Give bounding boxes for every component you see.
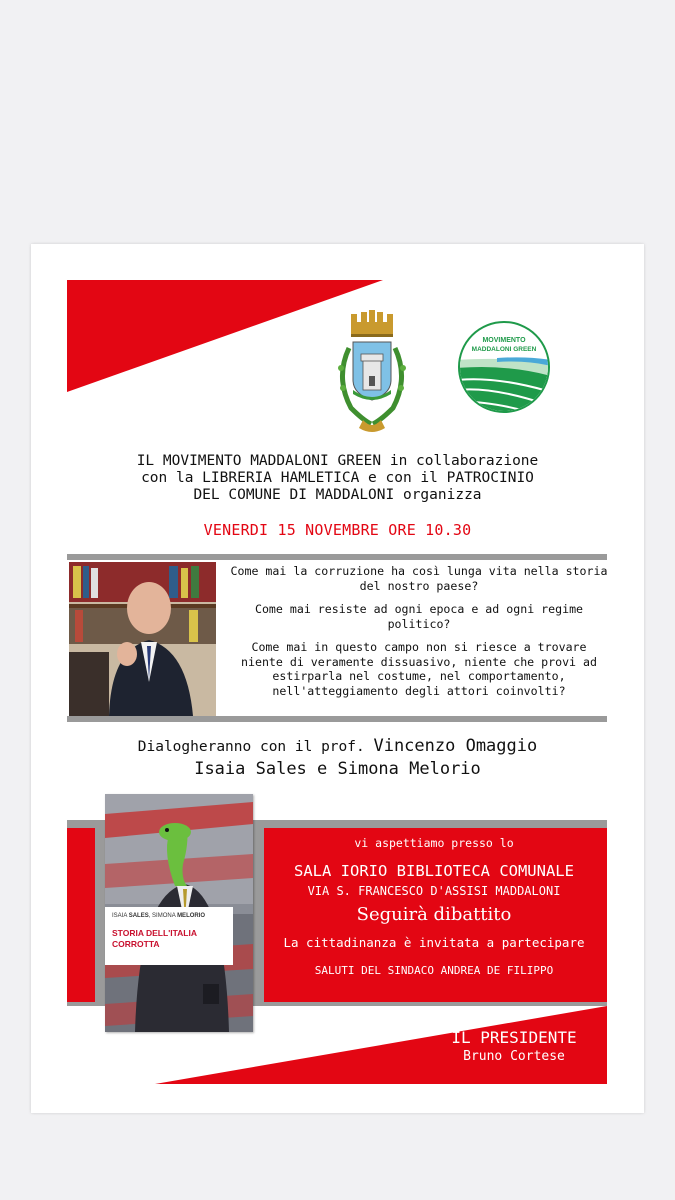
band-grey-left [95,828,105,1002]
book-title-plate [105,907,233,965]
president-name: Bruno Cortese [463,1049,565,1064]
venue-place: SALA IORIO BIBLIOTECA COMUNALE [294,862,574,880]
event-date: VENERDI 15 NOVEMBRE ORE 10.30 [203,521,472,539]
coat-of-arms-icon [329,308,415,434]
book-author2-last: MELORIO [177,913,206,919]
debate-text: Seguirà dibattito [356,904,512,925]
book-title-line1: STORIA DELL'ITALIA [112,928,197,938]
question-3: Come mai in questo campo non si riesce a trovare niente di veramente dissuasivo, niente che provi ad estirparla nel costume, nel comportamento, nell'atteggiamento degli attori coinvolti? [241,640,597,698]
president-block [421,1028,607,1064]
grey-bar-bottom [67,716,607,722]
grey-bar-top [67,554,607,560]
band-red-left [67,828,95,1002]
book-author1-first: ISAIA [112,913,128,919]
book-title [112,928,233,950]
speakers-line-1 [71,735,604,758]
book-author2-first: SIMONA [152,913,176,919]
question-2: Come mai resiste ad ogni epoca e ad ogni regime politico? [254,602,584,631]
question-1: Come mai la corruzione ha così lunga vita nella storia del nostro paese? [230,564,608,593]
venue-address: VIA S. FRANCESCO D'ASSISI MADDALONI [307,884,561,898]
event-poster [31,244,644,1113]
venue-info [264,830,604,977]
questions-block [229,564,609,707]
speaker-photo [69,562,216,716]
logo-line2: MADDALONI GREEN [471,346,537,353]
president-title: IL PRESIDENTE [451,1028,577,1047]
speaker-names: Isaia Sales e Simona Melorio [194,759,481,779]
book-cover [105,794,253,1032]
citizens-text: La cittadinanza è invitata a partecipare [283,935,585,950]
invite-text: vi aspettiamo presso lo [354,836,514,850]
book-author1-last: SALES [128,913,149,919]
intro-line-1: IL MOVIMENTO MADDALONI GREEN in collaborazione [136,453,539,469]
logo-line1: MOVIMENTO [482,337,526,344]
intro-text [71,453,604,504]
moderator-name: Vincenzo Omaggio [373,736,538,756]
movimento-green-logo-icon [457,320,551,414]
intro-line-3: DEL COMUNE DI MADDALONI organizza [193,487,482,503]
band-grey-mid [253,828,264,1002]
intro-line-2: con la LIBRERIA HAMLETICA e con il PATROCINIO [141,470,534,486]
speakers-prefix: Dialogheranno con il prof. [137,739,365,755]
book-title-line2: CORROTTA [112,939,160,949]
speakers-block [71,735,604,780]
mayor-greeting: SALUTI DEL SINDACO ANDREA DE FILIPPO [314,964,554,977]
book-authors: ISAIA SALES, SIMONA MELORIO [112,913,206,919]
